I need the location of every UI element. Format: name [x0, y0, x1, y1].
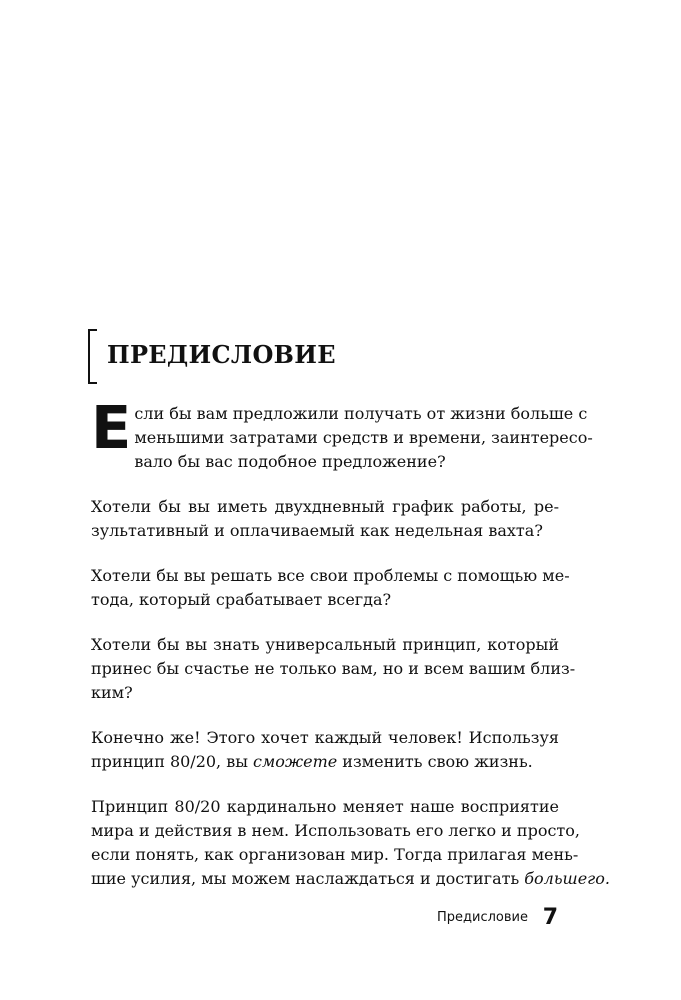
text-line: Хотели бы вы иметь двухдневный график работы, ре-: [91, 497, 559, 516]
page-number: 7: [542, 905, 558, 930]
chapter-title: ПРЕДИСЛОВИЕ: [107, 340, 336, 369]
text-line: меньшими затратами средств и времени, заинтересо-: [134, 428, 593, 447]
running-footer-section: Предисловие: [437, 910, 528, 925]
heading-bracket: [88, 329, 97, 384]
text-line: сли бы вам предложили получать от жизни больше с: [134, 404, 588, 423]
text-segment: шие усилия, мы можем наслаждаться и достигать: [91, 869, 525, 888]
text-line: Хотели бы вы знать универсальный принцип, который: [91, 635, 559, 654]
text-line: принес бы счастье не только вам, но и всем вашим близ-: [91, 659, 576, 678]
text-line: мира и действия в нем. Использовать его легко и просто,: [91, 821, 580, 840]
text-line: вало бы вас подобное предложение?: [134, 452, 446, 471]
text-line: Конечно же! Этого хочет каждый человек! Используя: [91, 728, 559, 747]
paragraph-3: [91, 564, 570, 612]
text-line: Хотели бы вы решать все свои проблемы с помощью ме-: [91, 566, 570, 585]
text-line: [91, 750, 559, 774]
text-segment: изменить свою жизнь.: [337, 752, 533, 771]
text-line: [91, 867, 610, 891]
paragraph-4: [91, 633, 576, 705]
italic-emphasis: большего.: [524, 869, 610, 888]
paragraph-6: [91, 795, 610, 891]
text-line: Принцип 80/20 кардинально меняет наше восприятие: [91, 797, 559, 816]
body-text: [91, 393, 610, 912]
paragraph-5: [91, 726, 559, 774]
text-line: если понять, как организован мир. Тогда прилагая мень-: [91, 845, 579, 864]
italic-emphasis: сможете: [253, 752, 338, 771]
text-line: ким?: [91, 683, 133, 702]
text-line: зультативный и оплачиваемый как недельная вахта?: [91, 521, 543, 540]
paragraph-1: [91, 393, 593, 474]
text-segment: принцип 80/20, вы: [91, 752, 254, 771]
paragraph-2: [91, 495, 559, 543]
drop-cap: Е: [91, 393, 132, 462]
page-footer: [420, 907, 560, 931]
text-line: тода, который срабатывает всегда?: [91, 590, 392, 609]
